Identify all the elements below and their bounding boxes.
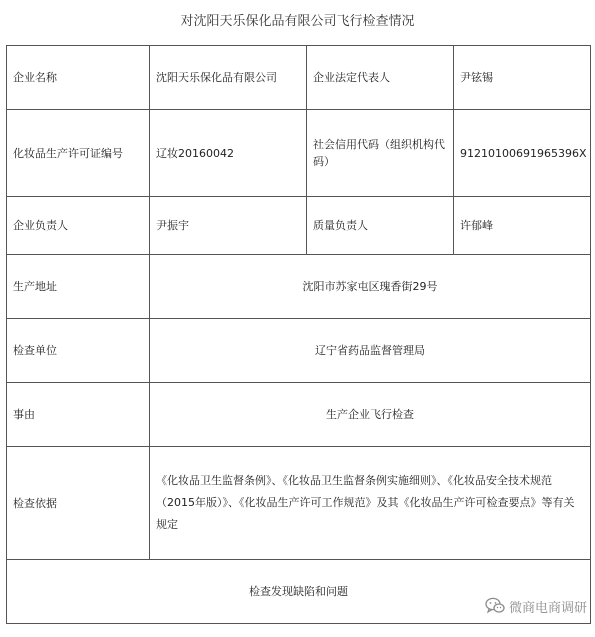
- reason-label: 事由: [7, 383, 150, 447]
- legal-rep-value: 尹铉锡: [454, 46, 591, 110]
- principal-value: 尹振宇: [150, 197, 307, 255]
- table-row: [7, 255, 591, 319]
- table-row: [7, 383, 591, 447]
- reason-value: 生产企业飞行检查: [150, 383, 591, 447]
- principal-label: 企业负责人: [7, 197, 150, 255]
- company-name-label: 企业名称: [7, 46, 150, 110]
- address-value: 沈阳市苏家屯区瑰香街29号: [150, 255, 591, 319]
- watermark-text: 微商电商调研: [508, 600, 587, 616]
- legal-rep-label: 企业法定代表人: [307, 46, 454, 110]
- license-label: 化妆品生产许可证编号: [7, 110, 150, 197]
- basis-value: 《化妆品卫生监督条例》、《化妆品卫生监督条例实施细则》、《化妆品安全技术规范（2015年版）》、《化妆品生产许可工作规范》及其《化妆品生产许可检查要点》等有关规定: [150, 447, 591, 560]
- watermark: [483, 596, 589, 616]
- table-row: [7, 319, 591, 383]
- quality-value: 许郁峰: [454, 197, 591, 255]
- unit-label: 检查单位: [7, 319, 150, 383]
- credit-code-label: 社会信用代码（组织机构代码）: [307, 110, 454, 197]
- credit-code-value: 91210100691965396X: [454, 110, 591, 197]
- wechat-icon: [485, 597, 505, 615]
- table-row: [7, 197, 591, 255]
- inspection-table: [6, 45, 591, 624]
- company-name-value: 沈阳天乐保化品有限公司: [150, 46, 307, 110]
- basis-label: 检查依据: [7, 447, 150, 560]
- page-title: 对沈阳天乐保化品有限公司飞行检查情况: [180, 14, 415, 29]
- address-label: 生产地址: [7, 255, 150, 319]
- table-row: [7, 46, 591, 110]
- table-row: [7, 110, 591, 197]
- unit-value: 辽宁省药品监督管理局: [150, 319, 591, 383]
- license-value: 辽妆20160042: [150, 110, 307, 197]
- table-row: [7, 447, 591, 560]
- findings-heading: 检查发现缺陷和问题: [7, 560, 591, 624]
- quality-label: 质量负责人: [307, 197, 454, 255]
